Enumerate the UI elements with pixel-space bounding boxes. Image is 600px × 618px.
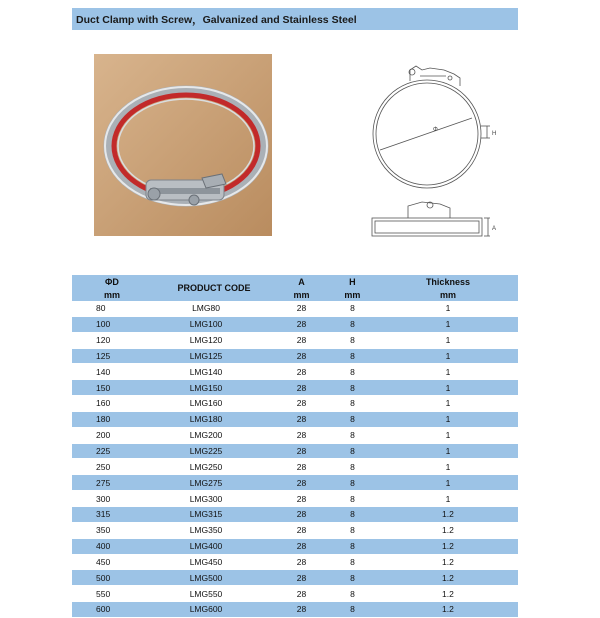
cell-h: 8 [327, 491, 378, 507]
cell-a: 28 [276, 301, 327, 316]
cell-h: 8 [327, 364, 378, 380]
cell-diameter: 200 [72, 427, 152, 443]
cell-a: 28 [276, 538, 327, 554]
cell-product-code: LMG300 [152, 491, 276, 507]
table-row [72, 538, 518, 554]
table-row [72, 570, 518, 586]
cell-diameter: 600 [72, 602, 152, 618]
cell-a: 28 [276, 570, 327, 586]
cell-thickness: 1.2 [378, 554, 518, 570]
cell-h: 8 [327, 332, 378, 348]
table-body [72, 301, 518, 617]
cell-a: 28 [276, 427, 327, 443]
cell-product-code: LMG550 [152, 586, 276, 602]
table-row [72, 443, 518, 459]
cell-a: 28 [276, 554, 327, 570]
cell-h: 8 [327, 380, 378, 396]
table-row [72, 348, 518, 364]
cell-diameter: 300 [72, 491, 152, 507]
table-row [72, 554, 518, 570]
cell-h: 8 [327, 570, 378, 586]
header-diameter: ΦD [105, 277, 119, 287]
cell-diameter: 120 [72, 332, 152, 348]
cell-diameter: 160 [72, 396, 152, 412]
cell-diameter: 100 [72, 316, 152, 332]
height-label: H [492, 131, 497, 137]
header-diameter-unit: mm [103, 290, 120, 300]
cell-thickness: 1.2 [378, 538, 518, 554]
cell-a: 28 [276, 411, 327, 427]
cell-diameter: 550 [72, 586, 152, 602]
cell-thickness: 1 [378, 348, 518, 364]
table-row [72, 602, 518, 618]
cell-product-code: LMG100 [152, 316, 276, 332]
cell-h: 8 [327, 316, 378, 332]
cell-thickness: 1 [378, 475, 518, 491]
table-row [72, 364, 518, 380]
diameter-label: Φ [433, 127, 438, 133]
cell-h: 8 [327, 301, 378, 316]
header-h: H [349, 277, 356, 287]
cell-product-code: LMG180 [152, 411, 276, 427]
header-h-unit: mm [344, 290, 361, 300]
cell-a: 28 [276, 316, 327, 332]
cell-h: 8 [327, 538, 378, 554]
cell-a: 28 [276, 459, 327, 475]
cell-diameter: 150 [72, 380, 152, 396]
header-product-code: PRODUCT CODE [177, 283, 251, 293]
header-a-unit: mm [293, 290, 310, 300]
cell-h: 8 [327, 586, 378, 602]
cell-a: 28 [276, 332, 327, 348]
cell-a: 28 [276, 506, 327, 522]
table-row [72, 475, 518, 491]
table-row [72, 491, 518, 507]
cell-h: 8 [327, 396, 378, 412]
cell-product-code: LMG140 [152, 364, 276, 380]
cell-diameter: 315 [72, 506, 152, 522]
cell-product-code: LMG400 [152, 538, 276, 554]
cell-h: 8 [327, 522, 378, 538]
title-banner [72, 8, 518, 30]
cell-thickness: 1.2 [378, 522, 518, 538]
cell-diameter: 400 [72, 538, 152, 554]
cell-product-code: LMG500 [152, 570, 276, 586]
cell-product-code: LMG225 [152, 443, 276, 459]
cell-diameter: 80 [72, 301, 152, 316]
cell-diameter: 140 [72, 364, 152, 380]
cell-product-code: LMG160 [152, 396, 276, 412]
table-row [72, 427, 518, 443]
cell-a: 28 [276, 443, 327, 459]
table-row [72, 506, 518, 522]
cell-thickness: 1 [378, 427, 518, 443]
cell-a: 28 [276, 602, 327, 618]
cell-diameter: 125 [72, 348, 152, 364]
cell-a: 28 [276, 380, 327, 396]
cell-product-code: LMG120 [152, 332, 276, 348]
table-row [72, 316, 518, 332]
product-photo [94, 54, 272, 236]
table-row [72, 586, 518, 602]
table-row [72, 411, 518, 427]
cell-thickness: 1 [378, 332, 518, 348]
cell-product-code: LMG450 [152, 554, 276, 570]
cell-h: 8 [327, 602, 378, 618]
cell-product-code: LMG125 [152, 348, 276, 364]
cell-diameter: 450 [72, 554, 152, 570]
cell-h: 8 [327, 348, 378, 364]
cell-product-code: LMG350 [152, 522, 276, 538]
cell-h: 8 [327, 443, 378, 459]
cell-a: 28 [276, 491, 327, 507]
cell-diameter: 225 [72, 443, 152, 459]
cell-diameter: 180 [72, 411, 152, 427]
table-row [72, 332, 518, 348]
header-a: A [298, 277, 305, 287]
cell-thickness: 1 [378, 459, 518, 475]
cell-product-code: LMG150 [152, 380, 276, 396]
table-row [72, 396, 518, 412]
cell-thickness: 1.2 [378, 586, 518, 602]
cell-thickness: 1 [378, 380, 518, 396]
cell-diameter: 500 [72, 570, 152, 586]
cell-diameter: 250 [72, 459, 152, 475]
product-table [72, 275, 518, 618]
cell-h: 8 [327, 554, 378, 570]
cell-thickness: 1 [378, 396, 518, 412]
clamp-photo-illustration [94, 54, 272, 236]
cell-thickness: 1 [378, 491, 518, 507]
cell-product-code: LMG80 [152, 301, 276, 316]
cell-a: 28 [276, 396, 327, 412]
cell-thickness: 1.2 [378, 570, 518, 586]
cell-thickness: 1 [378, 301, 518, 316]
table-row [72, 301, 518, 316]
table-row [72, 522, 518, 538]
width-label: A [492, 226, 497, 232]
cell-h: 8 [327, 459, 378, 475]
cell-h: 8 [327, 475, 378, 491]
cell-a: 28 [276, 586, 327, 602]
cell-thickness: 1 [378, 316, 518, 332]
header-thickness-unit: mm [439, 290, 456, 300]
cell-thickness: 1 [378, 443, 518, 459]
cell-a: 28 [276, 522, 327, 538]
cell-thickness: 1 [378, 411, 518, 427]
table-row [72, 459, 518, 475]
cell-h: 8 [327, 506, 378, 522]
header-thickness: Thickness [425, 277, 470, 287]
technical-drawing [350, 56, 510, 246]
table-row [72, 380, 518, 396]
cell-product-code: LMG250 [152, 459, 276, 475]
cell-a: 28 [276, 364, 327, 380]
cell-product-code: LMG200 [152, 427, 276, 443]
page-title: Duct Clamp with Screw，Galvanized and Stainless Steel [76, 14, 357, 26]
cell-h: 8 [327, 427, 378, 443]
cell-product-code: LMG275 [152, 475, 276, 491]
cell-h: 8 [327, 411, 378, 427]
cell-thickness: 1.2 [378, 602, 518, 618]
cell-diameter: 275 [72, 475, 152, 491]
cell-thickness: 1.2 [378, 506, 518, 522]
cell-product-code: LMG315 [152, 506, 276, 522]
clamp-drawing-svg [350, 56, 510, 246]
cell-diameter: 350 [72, 522, 152, 538]
cell-thickness: 1 [378, 364, 518, 380]
cell-a: 28 [276, 475, 327, 491]
table-header [72, 275, 518, 301]
cell-a: 28 [276, 348, 327, 364]
cell-product-code: LMG600 [152, 602, 276, 618]
